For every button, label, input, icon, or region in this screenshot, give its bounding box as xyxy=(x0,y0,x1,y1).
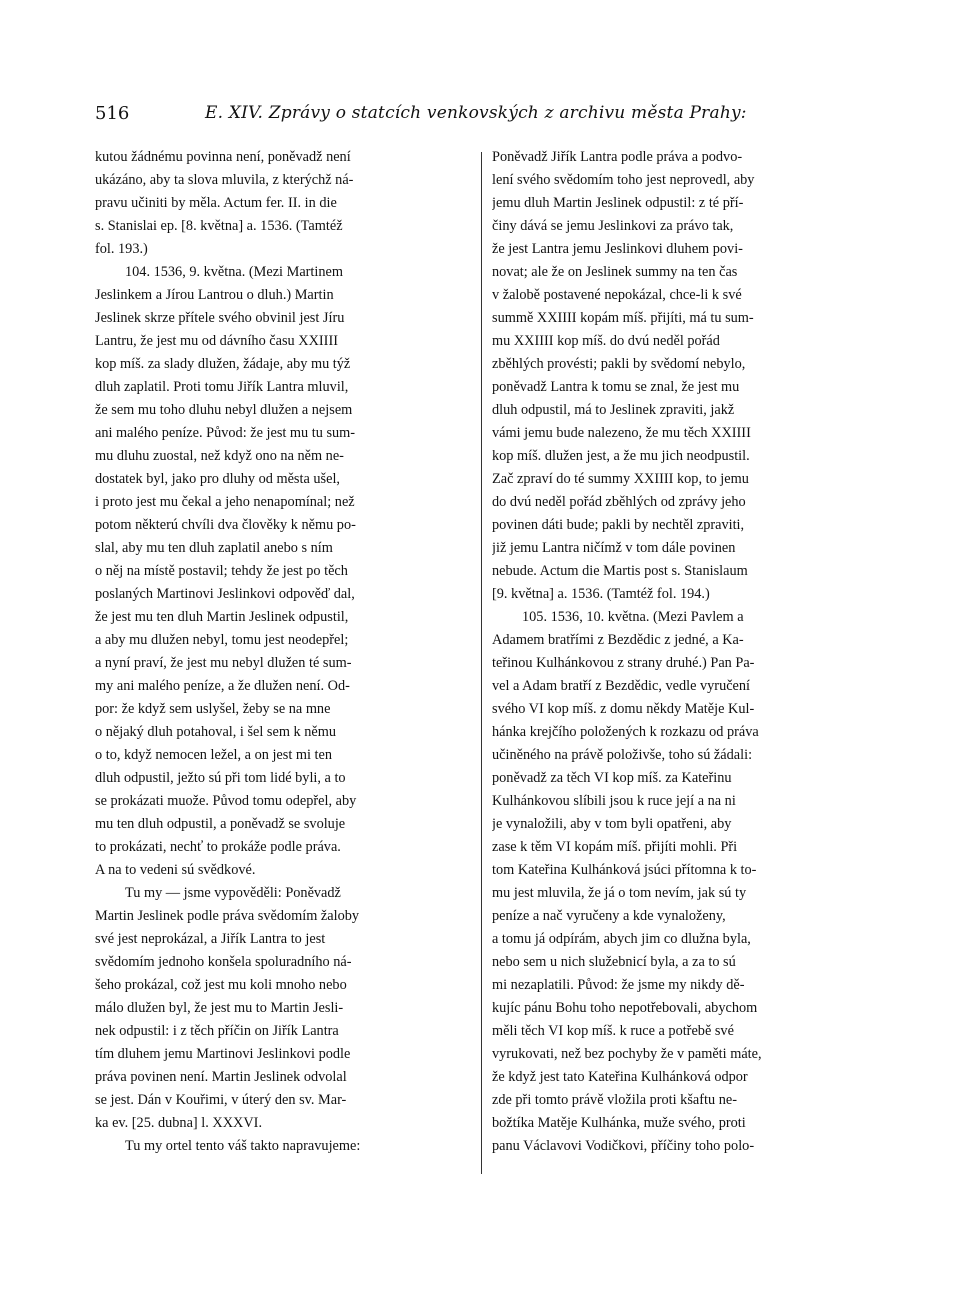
text-line: vel a Adam bratří z Bezdědic, vedle vyručení xyxy=(492,678,751,694)
text-line: peníze a nač vyručeny a kde vynaloženy, xyxy=(492,908,726,924)
text-line: Jeslinek skrze přítele svého obvinil jest Jíru xyxy=(95,310,345,326)
text-line: poněvadž za těch VI kop míš. za Kateřinu xyxy=(492,770,732,786)
text-line: kujíc pánu Bohu toho nepotřebovali, abychom xyxy=(492,1000,758,1016)
running-title: E. XIV. Zprávy o statcích venkovských z archivu města Prahy: xyxy=(205,103,747,123)
text-line: tím dluhem jemu Martinovi Jeslinkovi podle xyxy=(95,1046,351,1062)
text-line: i proto jest mu čekal a jeho nenapomínal; než xyxy=(95,494,355,510)
text-line: dluh zaplatil. Proti tomu Jiřík Lantra mluvil, xyxy=(95,379,349,395)
left-text-column xyxy=(95,146,472,1158)
text-line: to prokázati, nechť to prokáže podle práva. xyxy=(95,839,341,855)
text-line: práva povinen není. Martin Jeslinek odvolal xyxy=(95,1069,347,1085)
text-line: v žalobě postavené nepokázal, chce-li k své xyxy=(492,287,742,303)
text-line: zde při tomto právě vložila proti kšaftu ne- xyxy=(492,1092,737,1108)
text-line: že jest mu ten dluh Martin Jeslinek odpustil, xyxy=(95,609,349,625)
text-line: Tu my ortel tento váš takto napravujeme: xyxy=(125,1138,361,1154)
text-line: Martin Jeslinek podle práva svědomím žaloby xyxy=(95,908,360,924)
text-line: učiněného na právě položivše, toho sú žádali: xyxy=(492,747,753,763)
text-line: panu Václavovi Vodičkovi, příčiny toho polo- xyxy=(492,1138,755,1154)
text-line: Adamem bratřími z Bezdědic z jedné, a Ka- xyxy=(492,632,744,648)
text-line: zase k těm VI kopám míš. přijíti mohli. Při xyxy=(492,839,738,855)
right-text-column xyxy=(492,146,869,1158)
text-line: mu jest mluvila, že já o tom nevím, jak sú ty xyxy=(492,885,747,901)
text-line: činy dává se jemu Jeslinkovi za právo tak, xyxy=(492,218,734,234)
text-line: je vynaložili, aby v tom byli opatřeni, aby xyxy=(492,816,732,832)
text-line: vámi jemu bude nalezeno, že mu těch XXIIII xyxy=(492,425,751,441)
text-line: ka ev. [25. dubna] l. XXXVI. xyxy=(95,1115,263,1131)
text-line: Zač zpraví do té summy XXIIII kop, to jemu xyxy=(492,471,749,487)
text-line: nebude. Actum die Martis post s. Stanislaum xyxy=(492,563,748,579)
text-line: nebo sem u nich služebnicí byla, a za to sú xyxy=(492,954,736,970)
column-divider xyxy=(481,152,482,1174)
text-line: A na to vedeni sú svědkové. xyxy=(95,862,256,878)
text-line: Kulhánkovou slíbili jsou k ruce její a na ni xyxy=(492,793,736,809)
text-line: Jeslinkem a Jírou Lantrou o dluh.) Martin xyxy=(95,287,334,303)
text-line: povinen dáti bude; pakli by nechtěl zpraviti, xyxy=(492,517,745,533)
text-line: a nyní praví, že jest mu nebyl dlužen té sum- xyxy=(95,655,352,671)
text-line: se jest. Dán v Kouřimi, v úterý den sv. Mar- xyxy=(95,1092,347,1108)
text-line: [9. května] a. 1536. (Tamtéž fol. 194.) xyxy=(492,586,710,602)
text-line: dluh odpustil, má to Jeslinek zpraviti, jakž xyxy=(492,402,735,418)
text-line: Tu my — jsme vypověděli: Poněvadž xyxy=(125,885,341,901)
text-line: poněvadž Lantra k tomu se znal, že jest mu xyxy=(492,379,740,395)
text-line: potom některú chvíli dva člověky k němu po- xyxy=(95,517,356,533)
text-line: 105. 1536, 10. května. (Mezi Pavlem a xyxy=(522,609,744,625)
text-line: teřinou Kulhánkovou z strany druhé.) Pan Pa- xyxy=(492,655,755,671)
text-line: o to, když nemocen ležel, a on jest mi ten xyxy=(95,747,333,763)
text-line: měli těch VI kop míš. k ruce a potřebě své xyxy=(492,1023,734,1039)
text-line: že sem mu toho dluhu nebyl dlužen a nejsem xyxy=(95,402,353,418)
text-line: dostatek byl, jako pro dluhy od města ušel, xyxy=(95,471,340,487)
text-line: Lantru, že jest mu od dávního času XXIIII xyxy=(95,333,338,349)
text-line: mi nezaplatili. Původ: že jsme my nikdy dě- xyxy=(492,977,745,993)
text-line: šeho prokázal, což jest mu koli mnoho nebo xyxy=(95,977,347,993)
text-line: již jemu Lantra ničímž v tom dále povinen xyxy=(492,540,736,556)
text-line: jemu dluh Martin Jeslinek odpustil: z té pří- xyxy=(492,195,744,211)
text-line: svědomím jednoho konšela spoluradního ná- xyxy=(95,954,352,970)
text-line: o něj na místě postavil; tehdy že jest po těch xyxy=(95,563,348,579)
text-line: s. Stanislai ep. [8. května] a. 1536. (Tamtéž xyxy=(95,218,343,234)
text-line: že jest Lantra jemu Jeslinkovi dluhem povi- xyxy=(492,241,743,257)
text-line: mu dluhu zuostal, než když ono na něm ne- xyxy=(95,448,344,464)
text-line: poslaných Martinovi Jeslinkovi odpověď dal, xyxy=(95,586,355,602)
text-line: mu ten dluh odpustil, a poněvadž se svoluje xyxy=(95,816,346,832)
text-line: 104. 1536, 9. května. (Mezi Martinem xyxy=(125,264,343,280)
text-line: tom Kateřina Kulhánková jsúci přítomna k to- xyxy=(492,862,757,878)
text-line: my ani malého peníze, a že dlužen není. Od- xyxy=(95,678,350,694)
text-line: slal, aby mu ten dluh zaplatil anebo s ním xyxy=(95,540,333,556)
text-line: nek odpustil: i z těch příčin on Jiřík Lantra xyxy=(95,1023,339,1039)
text-line: kop míš. za slady dlužen, žádaje, aby mu týž xyxy=(95,356,351,372)
text-line: se prokázati muože. Původ tomu odepřel, aby xyxy=(95,793,357,809)
text-line: mu XXIIII kop míš. do dvú neděl pořád xyxy=(492,333,720,349)
text-line: kop míš. dlužen jest, a že mu jich neodpustil. xyxy=(492,448,750,464)
text-line: a aby mu dlužen nebyl, tomu jest neodepřel; xyxy=(95,632,349,648)
text-line: ukázáno, aby ta slova mluvila, z kterýchž ná- xyxy=(95,172,354,188)
text-line: hánka krejčího položených k rozkazu od práva xyxy=(492,724,759,740)
text-line: por: že když sem uslyšel, žeby se na mne xyxy=(95,701,331,717)
text-line: božtíka Matěje Kulhánka, muže svého, proti xyxy=(492,1115,746,1131)
text-line: summě XXIIII kopám míš. přijíti, má tu sum- xyxy=(492,310,754,326)
text-line: svého VI kop míš. z domu někdy Matěje Kul- xyxy=(492,701,755,717)
text-line: že když jest tato Kateřina Kulhánková odpor xyxy=(492,1069,748,1085)
page-header xyxy=(95,103,865,127)
text-line: dluh odpustil, ježto sú při tom lidé byli, a to xyxy=(95,770,346,786)
text-line: málo dlužen byl, že jest mu to Martin Jesli- xyxy=(95,1000,344,1016)
text-line: a tomu já odpírám, abych jim co dlužna byla, xyxy=(492,931,751,947)
text-line: kutou žádnému povinna není, poněvadž není xyxy=(95,149,351,165)
text-line: do dvú neděl pořád zběhlých od zprávy jeho xyxy=(492,494,746,510)
text-line: ani malého peníze. Původ: že jest mu tu sum- xyxy=(95,425,356,441)
text-line: Poněvadž Jiřík Lantra podle práva a podvo- xyxy=(492,149,743,165)
text-line: fol. 193.) xyxy=(95,241,148,257)
text-line: lení svého svědomím toho jest neprovedl, aby xyxy=(492,172,755,188)
text-line: novat; ale že on Jeslinek summy na ten čas xyxy=(492,264,738,280)
text-line: zběhlých provésti; pakli by svědomí nebylo, xyxy=(492,356,746,372)
text-line: vyrukovati, než bez pochyby že v paměti máte, xyxy=(492,1046,762,1062)
text-line: své jest neprokázal, a Jiřík Lantra to jest xyxy=(95,931,326,947)
text-line: o nějaký dluh potahoval, i šel sem k němu xyxy=(95,724,337,740)
text-line: pravu učiniti by měla. Actum fer. II. in die xyxy=(95,195,337,211)
page-number: 516 xyxy=(95,103,130,124)
